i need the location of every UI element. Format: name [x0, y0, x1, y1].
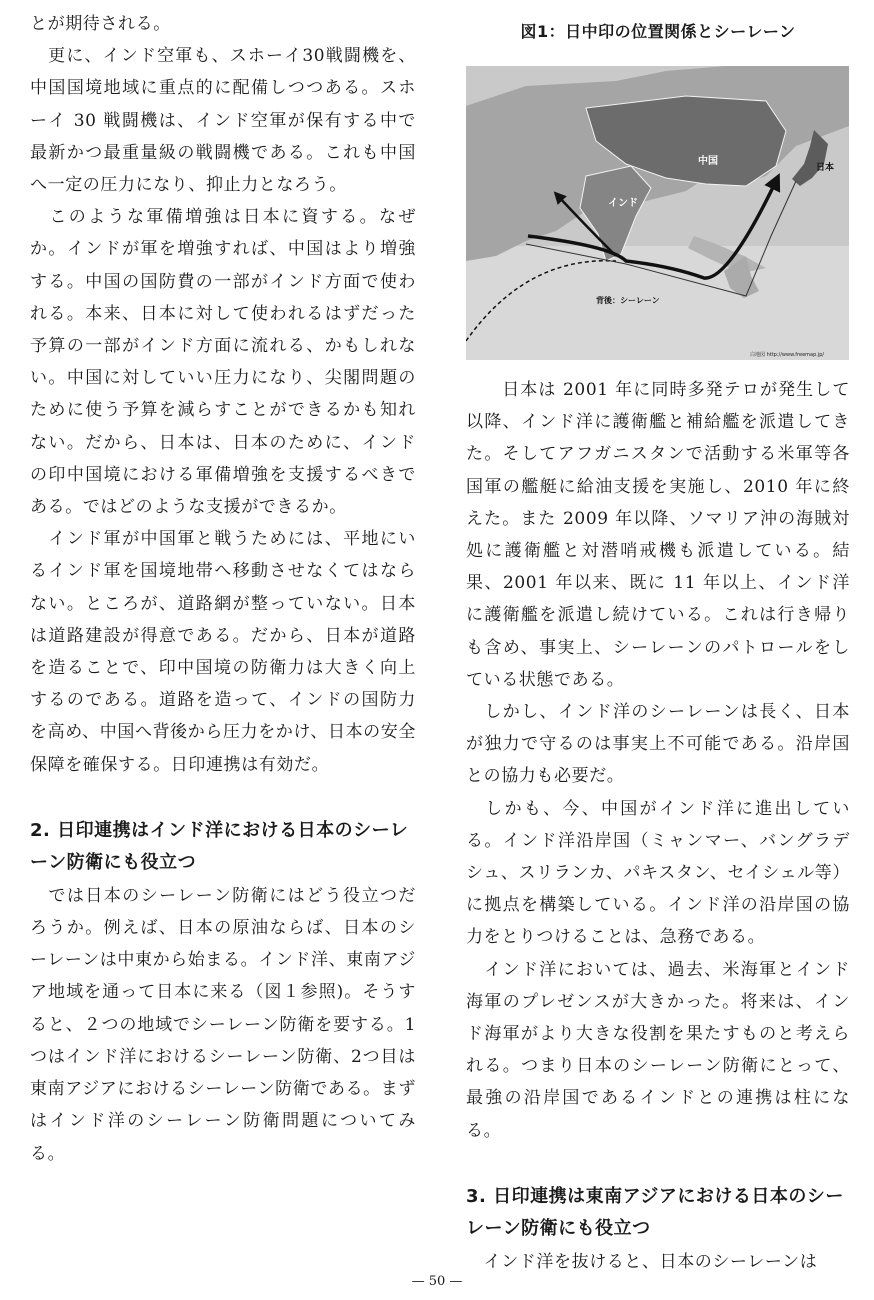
paragraph: では日本のシーレーン防衛にはどう役立つだろうか。例えば、日本の原油ならば、日本のシーレーンは中東から始まる。インド洋、東南アジア地域を通って日本に来る（図１参照)。そうすると、２つの地域でシーレーン防衛を要する。1つはインド洋におけるシーレーン防衛、2つ目は東南アジアにおけるシーレーン防衛である。まずはインド洋のシーレーン防衛問題についてみる。: [30, 885, 416, 1164]
right-column: [466, 8, 850, 1278]
sealane-label: 背後：シーレーン: [596, 296, 660, 305]
page-number: — 50 —: [411, 1274, 463, 1289]
india-label: インド: [608, 198, 638, 209]
japan-label: 日本: [816, 163, 835, 173]
figure-title: 図1：日中印の位置関係とシーレーン: [520, 22, 796, 41]
left-column: [30, 8, 416, 1170]
paragraph: インド洋においては、過去、米海軍とインド海軍のプレゼンスが大きかった。将来は、インド海軍がより大きな役割を果たすものと考えられる。つまり日本のシーレーン防衛にとって、最強の沿岸国であるインドとの連携は柱になる。: [466, 959, 850, 1141]
paragraph: 更に、インド空軍も、スホーイ30戦闘機を、中国国境地域に重点的に配備しつつある。スホーイ 30 戦闘機は、インド空軍が保有する中で最新かつ最重量級の戦闘機である。これも中国へ一定の圧力になり、抑止力となろう。: [30, 46, 416, 196]
paragraph: インド洋を抜けると、日本のシーレーンは: [466, 1251, 818, 1272]
paragraph: とが期待される。: [30, 14, 171, 34]
paragraph: インド軍が中国軍と戦うためには、平地にいるインド軍を国境地帯へ移動させなくてはならない。ところが、道路網が整っていない。日本は道路建設が得意である。だから、日本が道路を造ることで、印中国境の防衛力は大きく向上するのである。道路を造って、インドの国防力を高め、中国へ背後から圧力をかけ、日本の安全保障を確保する。日印連携は有効だ。: [30, 529, 416, 775]
map-credit: 白地図 http://www.freemap.jp/: [750, 352, 825, 358]
paragraph: 日本は 2001 年に同時多発テロが発生して以降、インド洋に護衛艦と補給艦を派遣してきた。そしてアフガニスタンで活動する米軍等各国軍の艦艇に給油支援を実施し、2010 年に終えた。また 2009 年以降、ソマリア沖の海賊対処に護衛艦と対潜哨戒機も派遣している。結果、2001 年以来、既に 11 年以上、インド洋に護衛艦を派遣し続けている。これは行き帰りも含め、事実上、シーレーンのパトロールをしている状態である。: [466, 380, 850, 690]
section-heading-3: 3. 日印連携は東南アジアにおける日本のシーレーン防衛にも役立つ: [466, 1185, 844, 1240]
sealane-map: [466, 66, 849, 360]
section-heading-2: 2. 日印連携はインド洋における日本のシーレーン防衛にも役立つ: [30, 819, 409, 874]
china-label: 中国: [698, 156, 718, 167]
paragraph: しかも、今、中国がインド洋に進出している。インド洋沿岸国（ミャンマー、バングラデシュ、スリランカ、パキスタン、セイシェル等）に拠点を構築している。インド洋の沿岸国の協力をとりつけることは、急務である。: [466, 798, 850, 948]
paragraph: しかし、インド洋のシーレーンは長く、日本が独力で守るのは事実上不可能である。沿岸国との協力も必要だ。: [466, 702, 850, 787]
paragraph: このような軍備増強は日本に資する。なぜか。インドが軍を増強すれば、中国はより増強する。中国の国防費の一部がインド方面で使われる。本来、日本に対して使われるはずだった予算の一部がインド方面に流れる、かもしれない。中国に対していい圧力になり、尖閣問題のために使う予算を減らすことができるかも知れない。だから、日本は、日本のために、インドの印中国境における軍備増強を支援するべきである。ではどのような支援ができるか。: [30, 207, 416, 518]
